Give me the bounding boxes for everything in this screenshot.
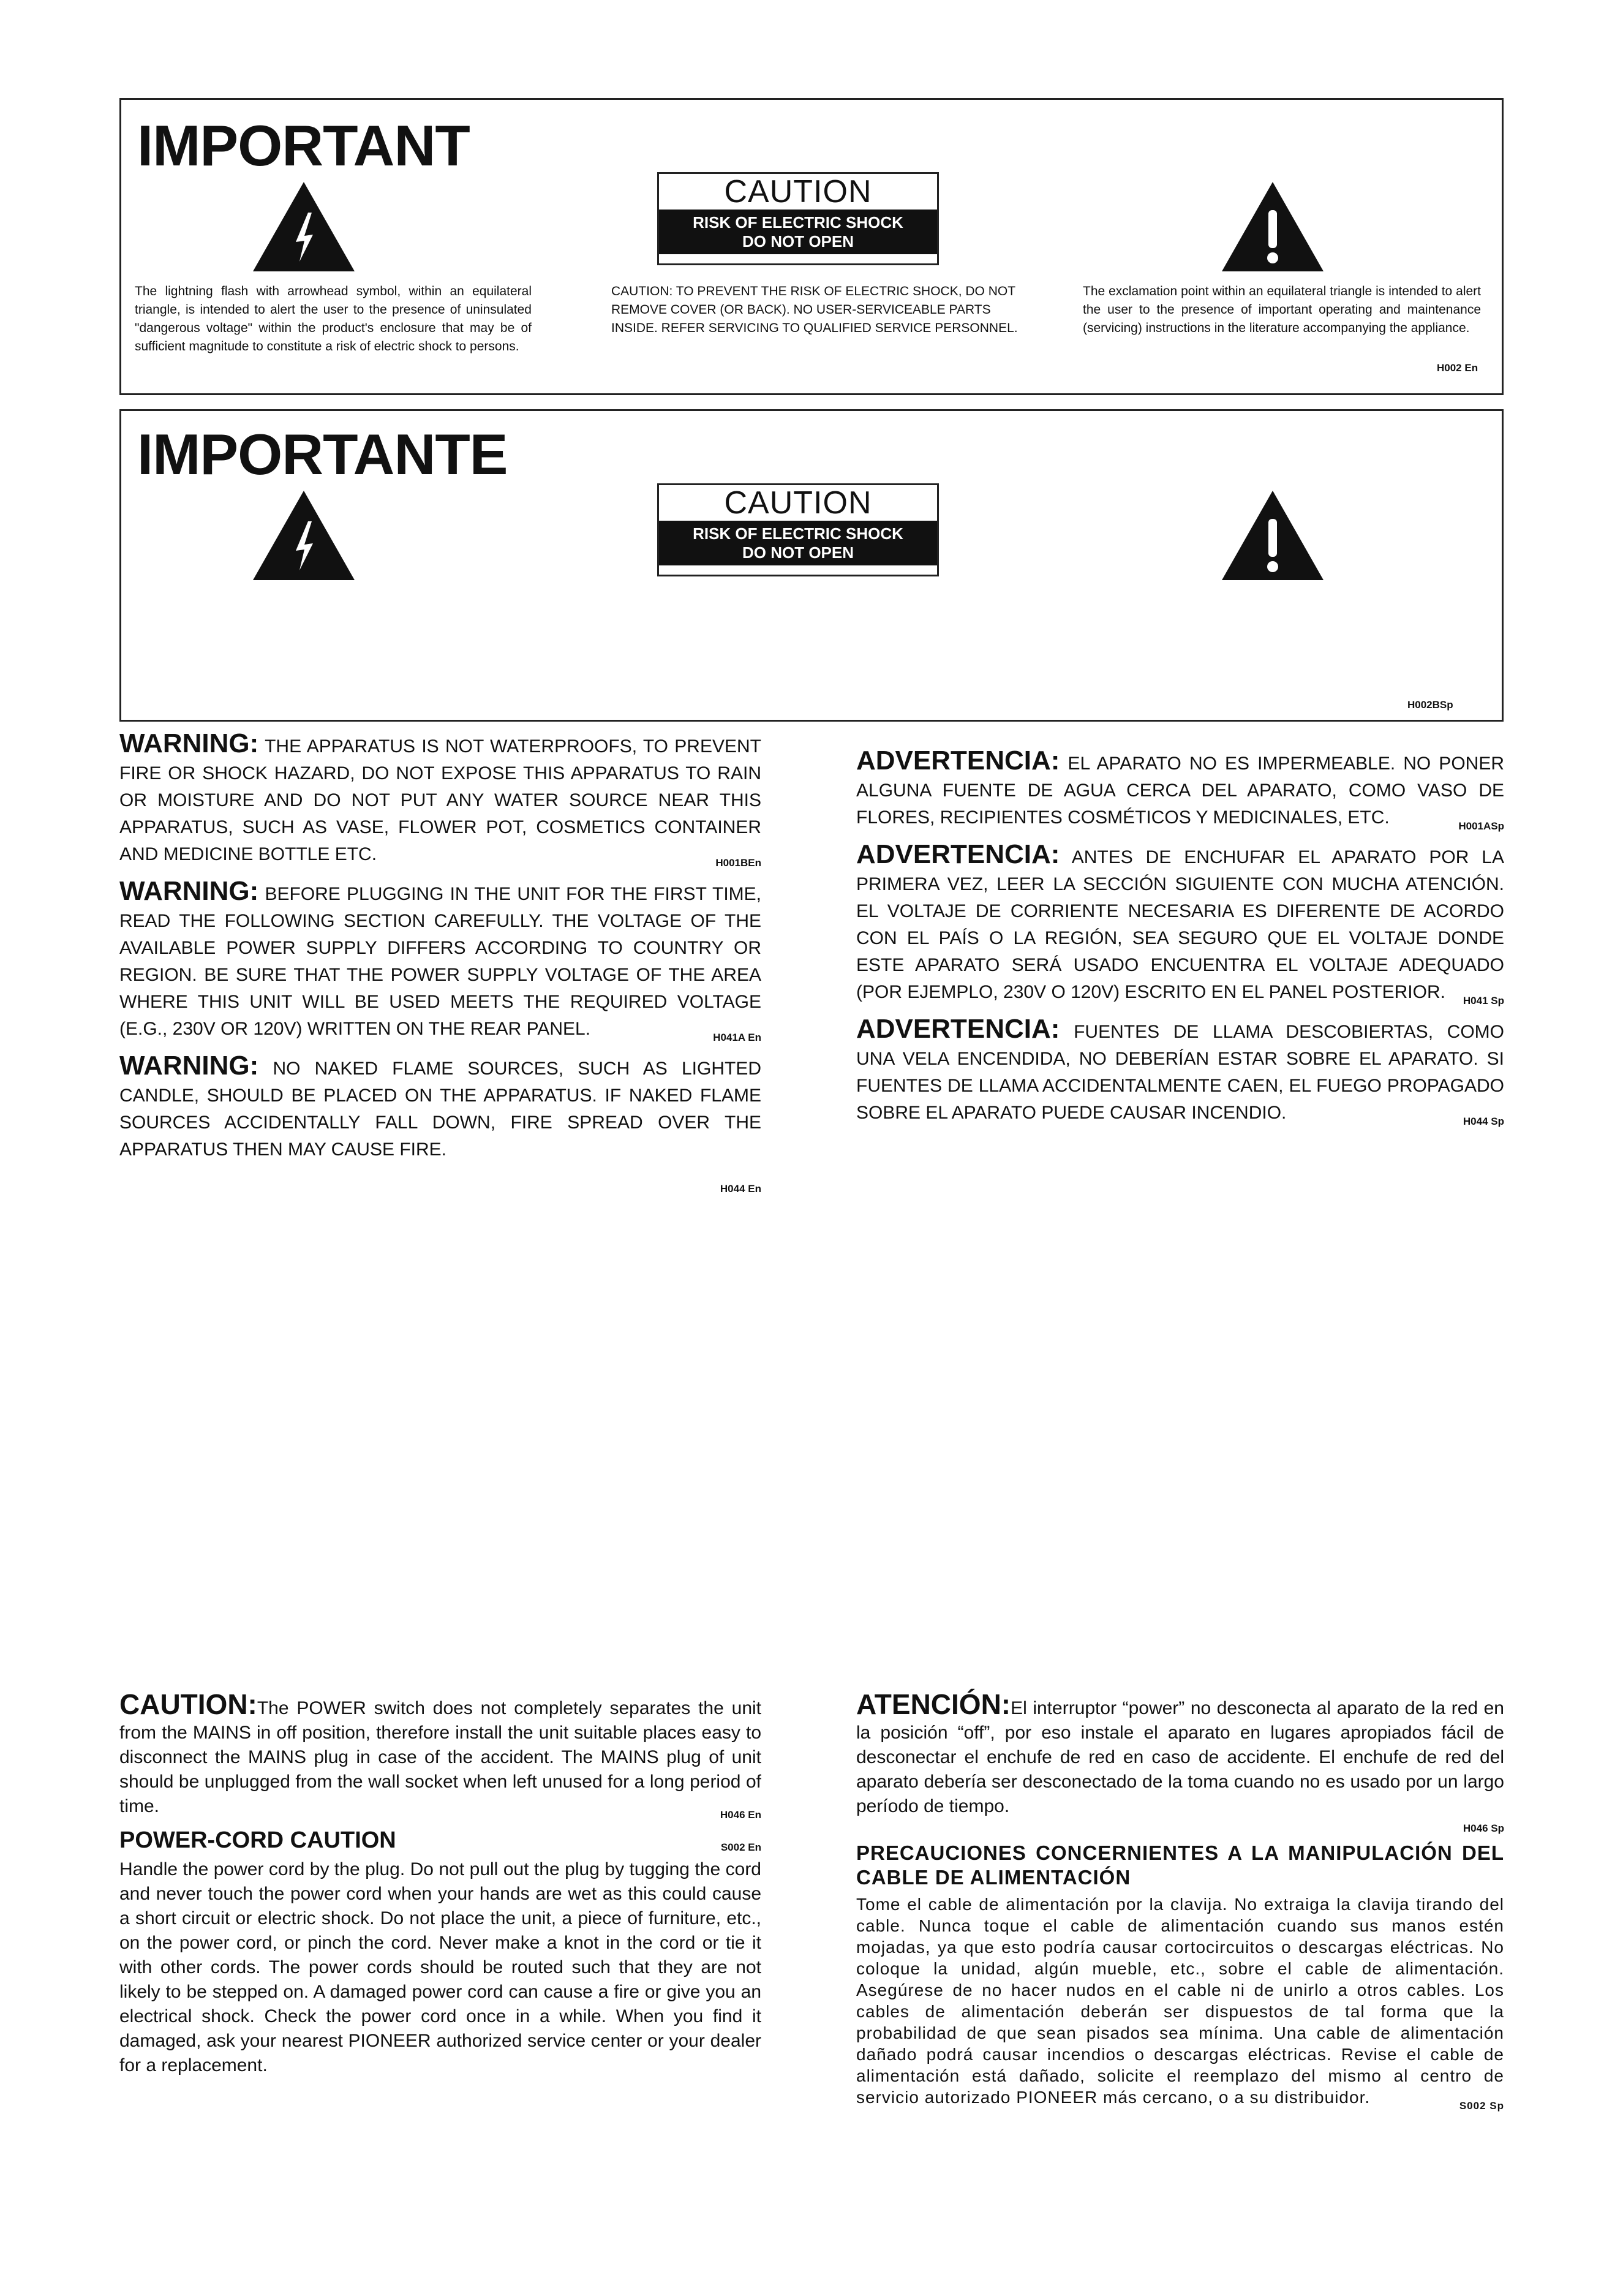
exclamation-explanation: The exclamation point within an equilateral triangle is intended to alert the user to the presence of important operating and maintenance (servicing) instructions in the literature accompanying the appliance.	[1083, 284, 1481, 335]
lightning-explanation: The lightning flash with arrowhead symbol, within an equilateral triangle, is intended to alert the user to the presence of uninsulated "dangerous voltage" within the product's enclosure that may be of sufficient magnitude to constitute a risk of electric shock to persons.	[135, 284, 532, 353]
power-cord-code: S002 En	[720, 1841, 761, 1853]
power-cord-heading: POWER-CORD CAUTION	[119, 1827, 396, 1853]
warning-voltage: WARNING: BEFORE PLUGGING IN THE UNIT FOR THE FIRST TIME, READ THE FOLLOWING SECTION CAREFULLY. THE VOLTAGE OF THE AVAILABLE POWER SUPPLY DIFFERS ACCORDING TO COUNTRY OR REGION. BE SURE THAT THE POWER SUPPLY VOLTAGE OF THE AREA WHERE THIS UNIT WILL BE USED MEETS THE REQUIRED VOLTAGE (E.G., 230V OR 120V) WRITTEN ON THE REAR PANEL. H041A En	[119, 876, 761, 1043]
caution-label	[657, 483, 939, 576]
atencion-interruptor: ATENCIÓN:El interruptor “power” no desconecta al aparato de la red en la posición “off”, por eso instale el aparato en lugares apropiados fácil de desconectar el enchufe de red en caso de accidente. El enchufe de red del aparato debería ser desconectado de la toma cuando no es usado por un largo período de tiempo.	[856, 1688, 1504, 1816]
caution-power-switch: CAUTION:The POWER switch does not completely separates the unit from the MAINS in off position, therefore install the unit suitable places easy to disconnect the MAINS plug in case of the accident. The MAINS plug of unit should be unplugged from the wall socket when left unused for a long period of time. H046 En	[119, 1688, 761, 1821]
caution-label-warning: RISK OF ELECTRIC SHOCK DO NOT OPEN	[659, 210, 937, 254]
english-bottom	[119, 1688, 761, 2078]
advertencia-impermeable: ADVERTENCIA: EL APARATO NO ES IMPERMEABLE. NO PONER ALGUNA FUENTE DE AGUA CERCA DEL APARATO, COMO VASO DE FLORES, RECIPIENTES COSMÉTICOS Y MEDICINALES, ETC. H001ASp	[856, 746, 1504, 832]
caution-explanation: CAUTION: TO PREVENT THE RISK OF ELECTRIC SHOCK, DO NOT REMOVE COVER (OR BACK). NO USER-SERVICEABLE PARTS INSIDE. REFER SERVICING TO QUALIFIED SERVICE PERSONNEL.	[611, 284, 1018, 335]
atencion-code: H046 Sp	[1463, 1822, 1504, 1834]
precauciones-text: Tome el cable de alimentación por la clavija. No extraiga la clavija tirando del cable. Nunca toque el cable de alimentación cuando sus manos estén mojadas, ya que esto podría causar cortocircuitos o descargas eléctricas. No coloque la unidad, algún mueble, etc., sobre el cable de alimentación. Asegúrese de no hacer nudos en el cable ni de unirlo a otros cables. Los cables de alimentación deberán ser dispuestos de tal forma que la probabilidad de que sean pisados sea mínima. Una cable de alimentación dañado podrá causar incendios o descargas eléctricas. Revise el cable de alimentación está dañado, solicite el reemplazo del mismo al centro de servicio autorizado PIONEER más cercano, o a su distribuidor. S002 Sp	[856, 1895, 1504, 2112]
lightning-warning-icon	[252, 489, 356, 581]
important-title: IMPORTANT	[137, 113, 470, 178]
lightning-warning-icon	[252, 181, 356, 273]
power-cord-text: Handle the power cord by the plug. Do not pull out the plug by tugging the cord and never touch the power cord when your hands are wet as this could cause a short circuit or electric shock. Do not place the unit, a piece of furniture, etc., on the power cord, or pinch the cord. Never make a knot in the cord or tie it with other cords. The power cords should be routed such that they are not likely to be stepped on. A damaged power cord can cause a fire or give you an electrical shock. Check the power cord once in a while. When you find it damaged, ask your nearest PIONEER authorized service center or your dealer for a replacement.	[119, 1859, 761, 2075]
caution-label-warning: RISK OF ELECTRIC SHOCK DO NOT OPEN	[659, 521, 937, 565]
importante-title: IMPORTANTE	[137, 422, 508, 486]
warning-flame: WARNING: NO NAKED FLAME SOURCES, SUCH AS LIGHTED CANDLE, SHOULD BE PLACED ON THE APPARATUS. IF NAKED FLAME SOURCES ACCIDENTALLY FALL DOWN, FIRE SPREAD OVER THE APPARATUS THEN MAY CAUSE FIRE.	[119, 1051, 761, 1160]
importante-box	[119, 409, 1504, 722]
spanish-warnings	[856, 747, 1504, 1136]
caution-label-heading: CAUTION	[724, 485, 872, 521]
precauciones-heading: PRECAUCIONES CONCERNIENTES A LA MANIPULACIÓN DEL CABLE DE ALIMENTACIÓN	[856, 1841, 1504, 1889]
warning-flame-code: H044 En	[720, 1183, 761, 1195]
english-warnings	[119, 730, 761, 1203]
important-code: H002 En	[1437, 362, 1478, 374]
exclamation-warning-icon	[1221, 181, 1325, 273]
advertencia-voltaje: ADVERTENCIA: ANTES DE ENCHUFAR EL APARATO POR LA PRIMERA VEZ, LEER LA SECCIÓN SIGUIENTE CON MUCHA ATENCIÓN. EL VOLTAJE DE CORRIENTE NECESARIA ES DIFERENTE DE ACORDO CON EL PAÍS O LA REGIÓN, SEA SEGURO QUE EL VOLTAJE DONDE ESTE APARATO SERÁ USADO ENCUENTRA EL VOLTAJE ADEQUADO (POR EJEMPLO, 230V O 120V) ESCRITO EN EL PANEL POSTERIOR. H041 Sp	[856, 839, 1504, 1006]
importante-code: H002BSp	[1407, 699, 1453, 711]
exclamation-warning-icon	[1221, 489, 1325, 581]
spanish-bottom	[856, 1688, 1504, 2117]
warning-waterproof: WARNING: THE APPARATUS IS NOT WATERPROOFS, TO PREVENT FIRE OR SHOCK HAZARD, DO NOT EXPOSE THIS APPARATUS TO RAIN OR MOISTURE AND DO NOT PUT ANY WATER SOURCE NEAR THIS APPARATUS, SUCH AS VASE, FLOWER POT, COSMETICS CONTAINER AND MEDICINE BOTTLE ETC. H001BEn	[119, 728, 761, 869]
important-box	[119, 98, 1504, 395]
advertencia-llama: ADVERTENCIA: FUENTES DE LLAMA DESCOBIERTAS, COMO UNA VELA ENCENDIDA, NO DEBERÍAN ESTAR SOBRE EL APARATO. SI FUENTES DE LLAMA ACCIDENTALMENTE CAEN, EL FUEGO PROPAGADO SOBRE EL APARATO PUEDE CAUSAR INCENDIO. H044 Sp	[856, 1014, 1504, 1127]
caution-label-heading: CAUTION	[724, 174, 872, 210]
caution-label	[657, 172, 939, 265]
